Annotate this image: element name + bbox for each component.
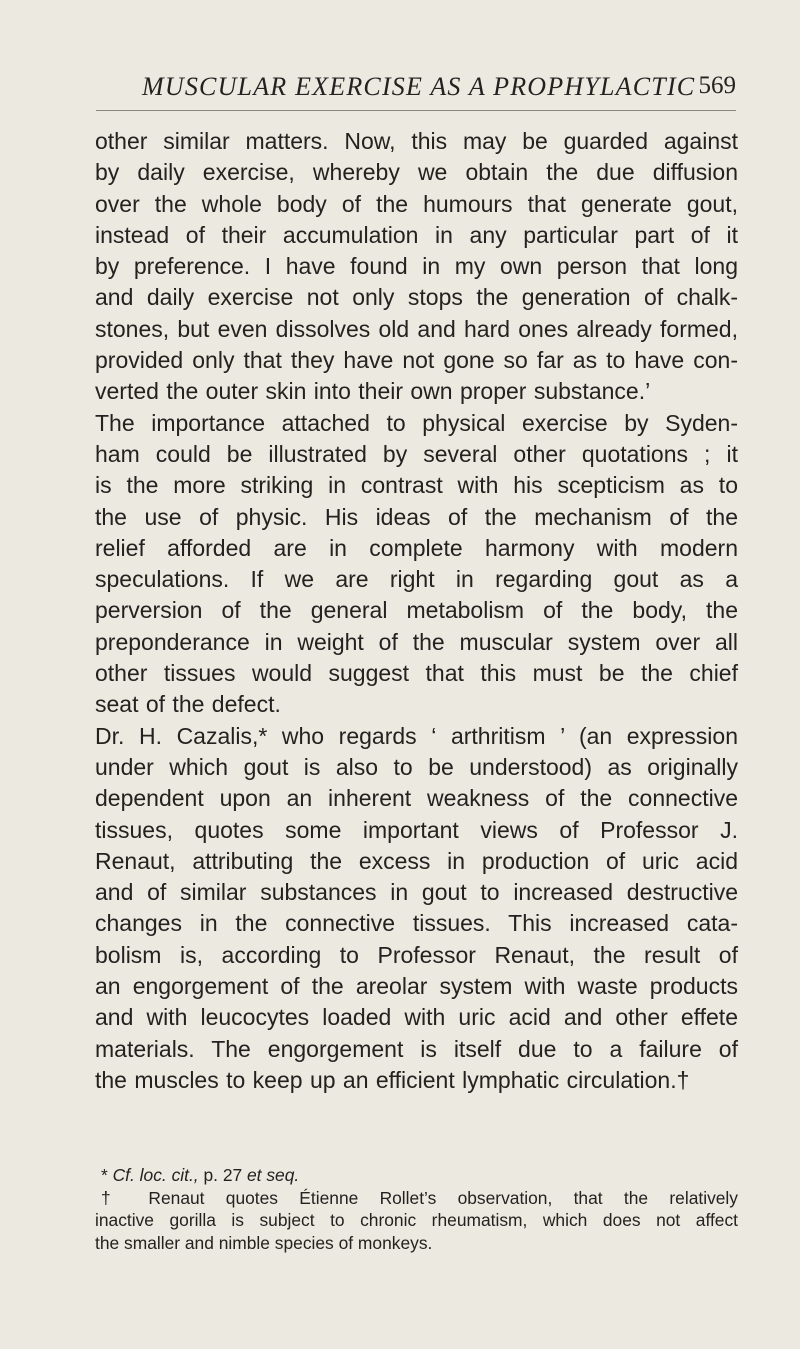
text-line: speculations. If we are right in regarding gout as a	[95, 566, 738, 593]
text-line: and daily exercise not only stops the generation of chalk-	[95, 284, 738, 311]
text-line: an engorgement of the areolar system with waste products	[95, 973, 738, 1000]
text-line: by daily exercise, whereby we obtain the due diffusion	[95, 159, 738, 186]
text-line: materials. The engorgement is itself due to a failure of	[95, 1035, 738, 1062]
page-number: 569	[698, 72, 736, 99]
text-line: under which gout is also to be understood) as originally	[95, 753, 738, 780]
text-line: dependent upon an inherent weakness of the connective	[95, 785, 738, 812]
text-line: bolism is, according to Professor Renaut, the result of	[95, 941, 738, 968]
text-line: changes in the connective tissues. This increased cata-	[95, 910, 738, 937]
text-line: the use of physic. His ideas of the mechanism of the	[95, 503, 738, 530]
footnote-2-line: inactive gorilla is subject to chronic rheumatism, which does not affect	[95, 1210, 738, 1230]
running-title: MUSCULAR EXERCISE AS A PROPHYLACTIC	[142, 72, 696, 101]
header-rule	[96, 110, 736, 111]
text-line: is the more striking in contrast with his scepticism as to	[95, 472, 738, 499]
footnote-2-line: † Renaut quotes Étienne Rollet’s observation, that the relatively	[101, 1187, 738, 1208]
text-line: over the whole body of the humours that generate gout,	[95, 190, 738, 217]
text-line: seat of the defect.	[95, 691, 281, 718]
text-line: other tissues would suggest that this must be the chief	[95, 660, 738, 687]
running-header	[96, 72, 736, 108]
footnote-1	[95, 1164, 738, 1187]
footnote-reference: Cf. loc. cit.,	[112, 1165, 199, 1185]
text-line: The importance attached to physical exercise by Syden-	[95, 409, 738, 436]
text-line: perversion of the general metabolism of the body, the	[95, 597, 738, 624]
text-line: verted the outer skin into their own proper substance.’	[95, 378, 651, 405]
text-line: provided only that they have not gone so far as to have con-	[95, 347, 738, 374]
text-line: and of similar substances in gout to increased destructive	[95, 879, 738, 906]
footnote-seq: et seq.	[247, 1165, 300, 1185]
footnotes	[95, 1164, 738, 1254]
text-line: Renaut, attributing the excess in production of uric acid	[95, 847, 738, 874]
footnote-2-line: the smaller and nimble species of monkeys.	[95, 1232, 433, 1253]
text-line: other similar matters. Now, this may be guarded against	[95, 128, 738, 154]
text-line: by preference. I have found in my own person that long	[95, 253, 738, 280]
text-line: and with leucocytes loaded with uric acid and other effete	[95, 1004, 738, 1031]
text-line: instead of their accumulation in any particular part of it	[95, 221, 738, 248]
text-line: the muscles to keep up an efficient lymphatic circulation.†	[95, 1066, 690, 1093]
text-line: relief afforded are in complete harmony with modern	[95, 534, 738, 561]
footnote-page: p. 27	[203, 1165, 243, 1185]
text-line: ham could be illustrated by several other quotations ; it	[95, 440, 738, 467]
text-line: preponderance in weight of the muscular system over all	[95, 628, 738, 655]
text-line: Dr. H. Cazalis,* who regards ‘ arthritism ’ (an expression	[95, 722, 738, 749]
footnote-marker: *	[101, 1165, 108, 1185]
text-line: tissues, quotes some important views of Professor J.	[95, 816, 738, 843]
body-text	[95, 126, 738, 1096]
text-line: stones, but even dissolves old and hard ones already formed,	[95, 315, 738, 342]
